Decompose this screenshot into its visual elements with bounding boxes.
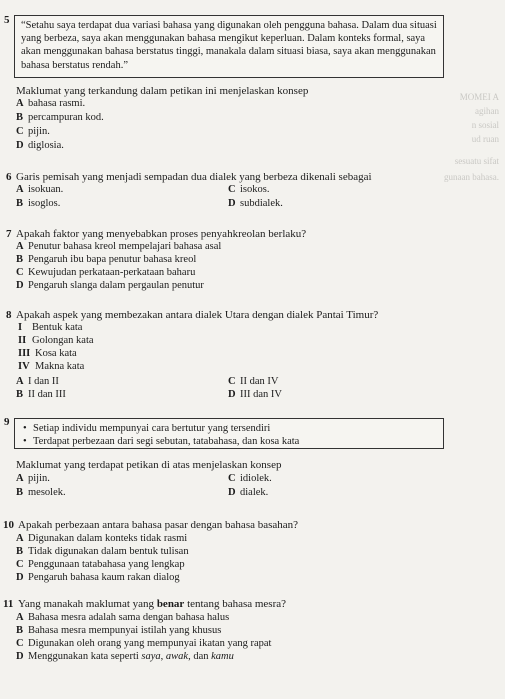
statement-iii — [18, 348, 77, 359]
italic-word: awak — [165, 651, 189, 662]
option-text: mesolek. — [28, 487, 66, 498]
question-stem-7: Apakah faktor yang menyebabkan proses penyahkreolan berlaku? — [16, 228, 307, 240]
option-8c[interactable] — [228, 376, 278, 387]
option-text: percampuran kod. — [28, 112, 104, 123]
bleed-text: n sosial — [471, 120, 499, 130]
option-text: III dan IV — [240, 389, 282, 400]
option-letter: C — [16, 126, 24, 137]
option-text: isokuan. — [28, 184, 64, 195]
italic-word: saya — [141, 651, 161, 662]
statement-text: Makna kata — [35, 361, 85, 372]
option-6b[interactable] — [16, 198, 60, 209]
statement-ii — [18, 335, 94, 346]
option-letter: D — [228, 487, 236, 498]
option-9c[interactable] — [228, 473, 272, 484]
bleed-text: gunaan bahasa. — [444, 172, 499, 182]
question-stem-10: Apakah perbezaan antara bahasa pasar dengan bahasa basahan? — [18, 519, 299, 531]
option-letter: B — [16, 389, 24, 400]
option-letter: A — [16, 473, 24, 484]
option-letter: B — [16, 198, 24, 209]
bullet-text: Setiap individu mempunyai cara bertutur yang tersendiri — [33, 423, 271, 434]
option-10d[interactable] — [16, 572, 180, 583]
option-letter: C — [16, 638, 24, 649]
option-9b[interactable] — [16, 487, 66, 498]
option-5c[interactable] — [16, 126, 50, 137]
stem-text: tentang bahasa mesra? — [184, 598, 287, 610]
option-6c[interactable] — [228, 184, 269, 195]
separator: , — [160, 651, 166, 662]
passage-text: “Setahu saya terdapat dua variasi bahasa yang digunakan oleh pengguna bahasa. Dalam dua situasi yang berbeza, saya akan menggunakan bahasa mengikut keperluan. Dalam konteks formal, saya akan menggunakan bahasa berstatus tinggi, manakala dalam situasi biasa, saya akan menggunakan bahasa berstatus rendah.” — [21, 20, 437, 71]
option-letter: C — [16, 559, 24, 570]
option-text: Penggunaan tatabahasa yang lengkap — [28, 559, 185, 570]
stem-text: Yang manakah maklumat yang — [18, 598, 157, 610]
option-text: idiolek. — [240, 473, 272, 484]
option-letter: D — [16, 280, 24, 291]
option-text: Digunakan oleh orang yang mempunyai ikatan yang rapat — [28, 638, 272, 649]
option-text: subdialek. — [240, 198, 283, 209]
option-letter: A — [16, 376, 24, 387]
option-5d[interactable] — [16, 140, 64, 151]
option-8b[interactable] — [16, 389, 66, 400]
option-11c[interactable] — [16, 638, 271, 649]
option-7d[interactable] — [16, 280, 204, 291]
statement-text: Kosa kata — [35, 348, 77, 359]
option-7b[interactable] — [16, 254, 196, 265]
option-text: I dan II — [28, 376, 59, 387]
bleed-text: sesuatu sifat — [454, 156, 499, 166]
option-letter: B — [16, 546, 24, 557]
option-letter: B — [16, 112, 24, 123]
question-number-6: 6 — [6, 171, 12, 183]
option-letter: D — [228, 198, 236, 209]
option-11b[interactable] — [16, 625, 221, 636]
option-text: isoglos. — [28, 198, 61, 209]
question-stem-5: Maklumat yang terkandung dalam petikan ini menjelaskan konsep — [16, 85, 309, 97]
question-number-8: 8 — [6, 309, 12, 321]
question-number-7: 7 — [6, 228, 12, 240]
option-letter: A — [16, 241, 24, 252]
question-stem-9: Maklumat yang terdapat petikan di atas menjelaskan konsep — [16, 459, 282, 471]
option-text: Bahasa mesra adalah sama dengan bahasa halus — [28, 612, 230, 623]
statement-text: Golongan kata — [32, 335, 94, 346]
statement-i — [18, 322, 82, 333]
option-letter: B — [16, 487, 24, 498]
bleed-text: agihan — [475, 106, 499, 116]
option-6d[interactable] — [228, 198, 283, 209]
option-text: Pengaruh ibu bapa penutur bahasa kreol — [28, 254, 197, 265]
option-10b[interactable] — [16, 546, 189, 557]
bullet-text: Terdapat perbezaan dari segi sebutan, tatabahasa, dan kosa kata — [33, 436, 300, 447]
option-text: bahasa rasmi. — [28, 98, 86, 109]
question-stem-8: Apakah aspek yang membezakan antara dialek Utara dengan dialek Pantai Timur? — [16, 309, 379, 321]
option-letter: B — [16, 625, 24, 636]
separator: , dan — [188, 651, 212, 662]
option-letter: D — [16, 572, 24, 583]
option-text: isokos. — [240, 184, 270, 195]
bullet-box-q9 — [14, 418, 444, 449]
roman-numeral: III — [18, 348, 31, 359]
option-letter: C — [228, 184, 236, 195]
bullet-item: • Terdapat perbezaan dari segi sebutan, tatabahasa, dan kosa kata — [23, 436, 300, 447]
roman-numeral: II — [18, 335, 27, 346]
option-10c[interactable] — [16, 559, 185, 570]
option-text: Tidak digunakan dalam bentuk tulisan — [28, 546, 189, 557]
option-text: Pengaruh slanga dalam pergaulan penutur — [28, 280, 204, 291]
option-text: Kewujudan perkataan-perkataan baharu — [28, 267, 196, 278]
option-8d[interactable] — [228, 389, 282, 400]
option-letter: A — [16, 533, 24, 544]
option-text: pijin. — [28, 126, 50, 137]
option-text: Pengaruh bahasa kaum rakan dialog — [28, 572, 180, 583]
option-letter: B — [16, 254, 24, 265]
option-text: Bahasa mesra mempunyai istilah yang khusus — [28, 625, 222, 636]
bullet-item: • Setiap individu mempunyai cara bertutur yang tersendiri — [23, 423, 271, 434]
option-text: Digunakan dalam konteks tidak rasmi — [28, 533, 188, 544]
option-letter: C — [228, 473, 236, 484]
option-text: II dan III — [28, 389, 66, 400]
option-5a[interactable] — [16, 98, 85, 109]
question-stem-6: Garis pemisah yang menjadi sempadan dua dialek yang berbeza dikenali sebagai — [16, 171, 372, 183]
option-7c[interactable] — [16, 267, 195, 278]
option-5b[interactable] — [16, 112, 104, 123]
question-stem-11 — [18, 598, 286, 610]
italic-word: kamu — [211, 651, 234, 662]
option-9d[interactable] — [228, 487, 268, 498]
option-6a[interactable] — [16, 184, 63, 195]
option-11d[interactable] — [16, 651, 234, 662]
stem-emphasis: benar — [156, 598, 185, 610]
option-10a[interactable] — [16, 533, 187, 544]
option-letter: C — [16, 267, 24, 278]
question-number-10: 10 — [3, 519, 14, 531]
option-letter: D — [16, 651, 24, 662]
option-7a[interactable] — [16, 241, 221, 252]
statement-text: Bentuk kata — [32, 322, 83, 333]
roman-numeral: I — [18, 322, 23, 333]
option-letter: D — [16, 140, 24, 151]
option-text: pijin. — [28, 473, 50, 484]
bleed-text: MOMEI A — [459, 92, 499, 102]
question-number-5: 5 — [4, 14, 10, 26]
option-9a[interactable] — [16, 473, 50, 484]
option-letter: A — [16, 98, 24, 109]
option-text: dialek. — [240, 487, 269, 498]
option-text: Menggunakan kata seperti — [28, 651, 142, 662]
bleed-text: ud ruan — [471, 134, 499, 144]
option-letter: A — [16, 612, 24, 623]
option-letter: D — [228, 389, 236, 400]
statement-iv — [18, 361, 84, 372]
option-11a[interactable] — [16, 612, 229, 623]
option-letter: A — [16, 184, 24, 195]
roman-numeral: IV — [18, 361, 30, 372]
option-text: diglosia. — [28, 140, 64, 151]
question-number-9: 9 — [4, 416, 10, 428]
option-letter: C — [228, 376, 236, 387]
passage-box-q5 — [14, 15, 444, 78]
option-8a[interactable] — [16, 376, 59, 387]
question-number-11: 11 — [3, 598, 14, 610]
option-text: Penutur bahasa kreol mempelajari bahasa asal — [28, 241, 222, 252]
option-text: II dan IV — [240, 376, 279, 387]
